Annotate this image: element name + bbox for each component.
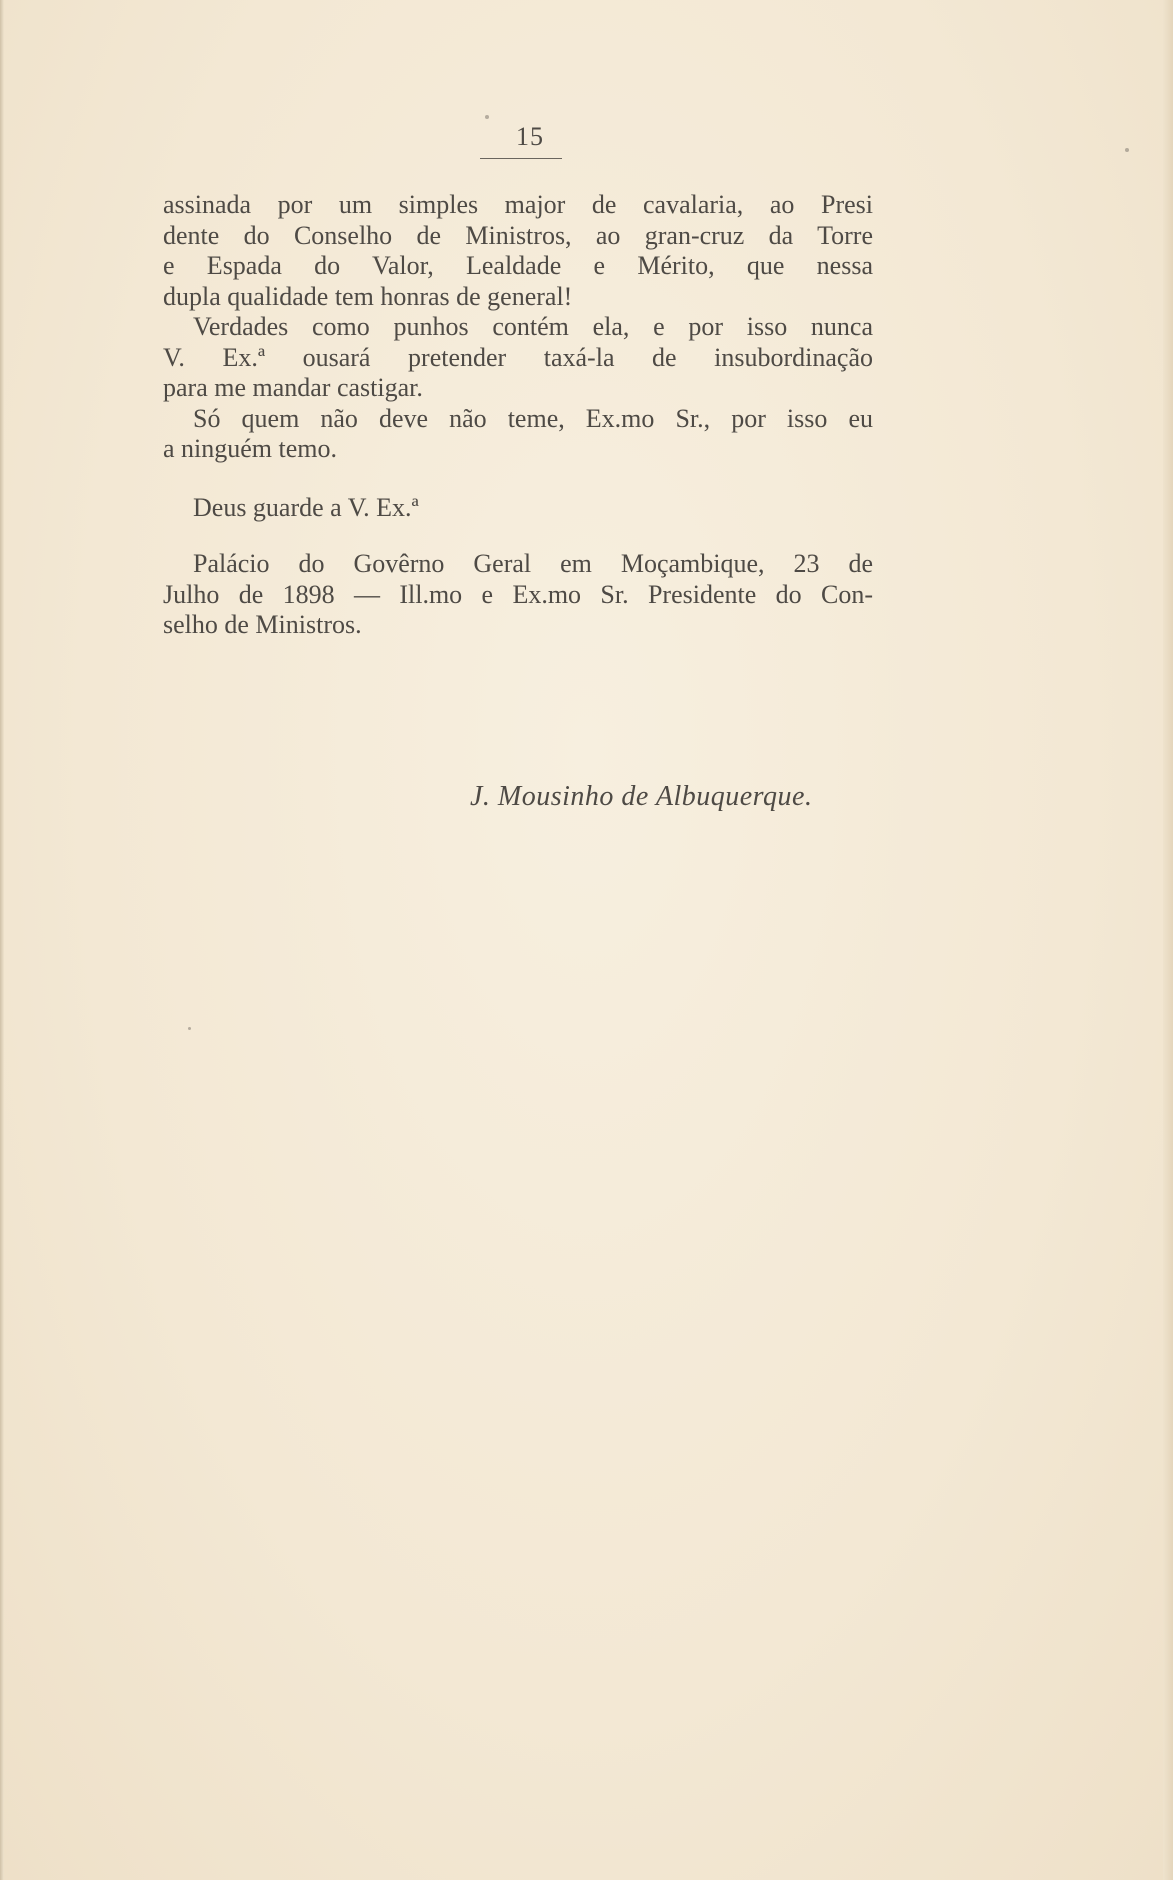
body-line: Só quem não deve não teme, Ex.mo Sr., por isso eu — [193, 403, 873, 433]
body-line: dupla qualidade tem honras de general! — [163, 281, 573, 311]
body-line: a ninguém temo. — [163, 434, 338, 463]
body-line: Verdades como punhos contém ela, e por isso nunca — [193, 312, 873, 341]
page-right-edge — [1163, 0, 1173, 1880]
body-line: assinada por um simples major de cavalaria, ao Presi — [163, 190, 873, 219]
body-line: dente do Conselho de Ministros, ao gran-cruz da Torre — [163, 220, 873, 250]
paper-speck — [188, 1027, 191, 1030]
body-line: V. Ex.ª ousará pretender taxá-la de insubordinação — [163, 342, 873, 372]
place-date-line: Palácio do Govêrno Geral em Moçambique, 23 de — [193, 549, 873, 578]
letter-body — [163, 190, 873, 641]
paragraph-gap — [163, 465, 873, 493]
page-number-rule — [480, 158, 562, 159]
page-number: 15 — [516, 122, 544, 151]
paper-speck — [485, 115, 489, 119]
body-line: para me mandar castigar. — [163, 373, 423, 402]
paragraph-gap — [163, 523, 873, 549]
signature: J. Mousinho de Albuquerque. — [470, 781, 813, 812]
closing-line: Deus guarde a V. Ex.ª — [193, 492, 419, 522]
paper-speck — [1125, 148, 1129, 152]
place-date-line: selho de Ministros. — [163, 610, 362, 639]
body-line: e Espada do Valor, Lealdade e Mérito, que nessa — [163, 251, 873, 280]
place-date-line: Julho de 1898 — Ill.mo e Ex.mo Sr. Presidente do Con- — [163, 579, 873, 609]
page-left-edge — [0, 0, 4, 1880]
